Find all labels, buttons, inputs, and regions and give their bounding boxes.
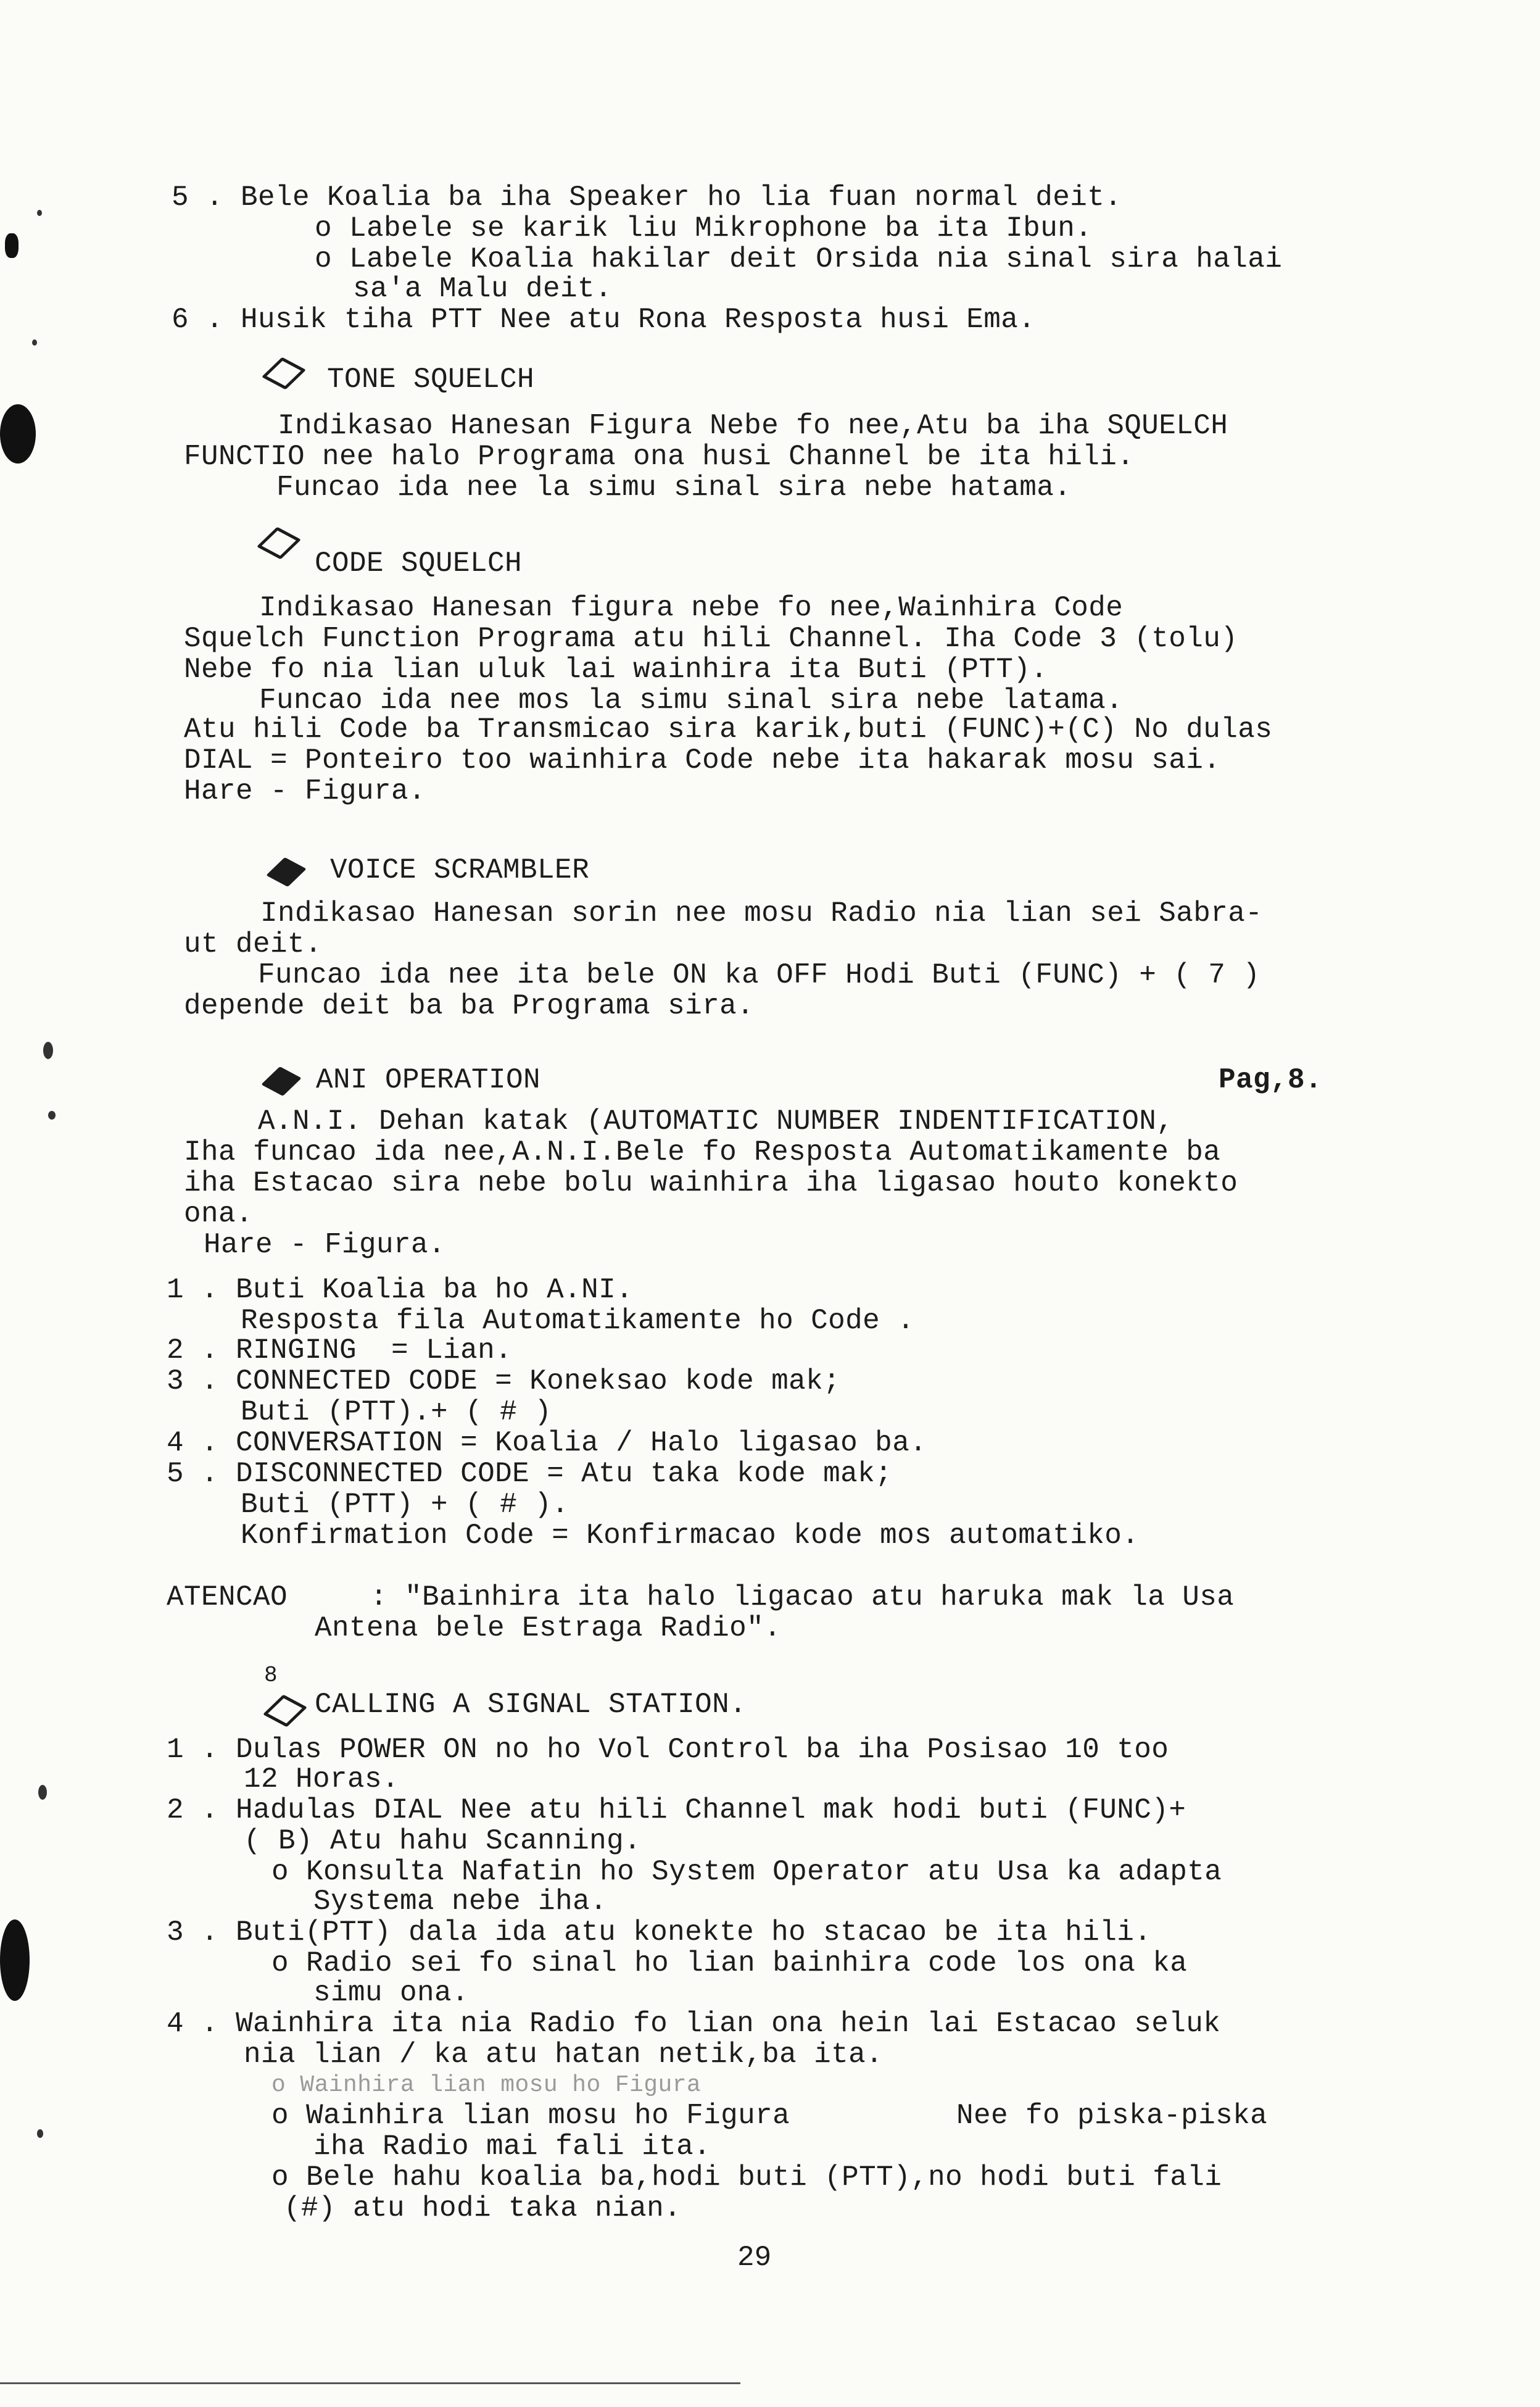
intro-bullet: o Labele Koalia hakilar deit Orsida nia sinal sira halai xyxy=(315,243,1283,275)
ani-step-5: 5 . DISCONNECTED CODE = Atu taka kode mak; xyxy=(167,1458,893,1490)
calling-step-3-bullet-cont: simu ona. xyxy=(313,1977,470,2009)
page-reference: Pag,8. xyxy=(1219,1064,1323,1096)
calling-step-2-cont: ( B) Atu hahu Scanning. xyxy=(244,1825,642,1857)
paragraph-line: Iha funcao ida nee,A.N.I.Bele fo Resposta Automatikamente ba xyxy=(184,1136,1221,1168)
section-title-voice-scrambler: VOICE SCRAMBLER xyxy=(330,854,590,886)
calling-mark: 8 xyxy=(264,1663,278,1688)
bottom-edge-line xyxy=(0,2382,740,2384)
calling-step-4-bullet-cont: iha Radio mai fali ita. xyxy=(313,2131,711,2163)
paragraph-line: Indikasao Hanesan Figura Nebe fo nee,Atu ba iha SQUELCH xyxy=(278,410,1228,442)
calling-step-3: 3 . Buti(PTT) dala ida atu konekte ho stacao be ita hili. xyxy=(167,1916,1152,1948)
ani-step-3-detail: Buti (PTT).+ ( # ) xyxy=(241,1396,552,1428)
paragraph-line: Squelch Function Programa atu hili Channel. Iha Code 3 (tolu) xyxy=(184,623,1238,655)
paragraph-line: ona. xyxy=(184,1198,254,1230)
binder-hole-lower xyxy=(0,1919,30,2001)
paragraph-line: Atu hili Code ba Transmicao sira karik,buti (FUNC)+(C) No dulas xyxy=(184,713,1273,746)
ani-step-4: 4 . CONVERSATION = Koalia / Halo ligasao ba. xyxy=(167,1427,927,1459)
ani-step-5-confirm: Konfirmation Code = Konfirmacao kode mos automatiko. xyxy=(241,1519,1140,1552)
paragraph-line: Hare - Figura. xyxy=(204,1229,446,1261)
section-title-tone-squelch: TONE SQUELCH xyxy=(327,364,535,396)
calling-icon xyxy=(263,1695,307,1727)
page-number: 29 xyxy=(737,2242,772,2274)
paragraph-line: Funcao ida nee ita bele ON ka OFF Hodi Buti (FUNC) + ( 7 ) xyxy=(258,959,1261,991)
calling-step-2-bullet-cont: Systema nebe iha. xyxy=(313,1885,608,1918)
speck xyxy=(37,2129,43,2138)
intro-bullet-cont: sa'a Malu deit. xyxy=(353,273,613,305)
ani-step-5-detail: Buti (PTT) + ( # ). xyxy=(241,1489,569,1521)
calling-step-3-bullet: o Radio sei fo sinal ho lian bainhira code los ona ka xyxy=(271,1947,1188,1979)
code-squelch-icon xyxy=(257,527,301,560)
paragraph-line: DIAL = Ponteiro too wainhira Code nebe ita hakarak mosu sai. xyxy=(184,744,1221,776)
section-title-calling: CALLING A SIGNAL STATION. xyxy=(315,1689,747,1721)
calling-step-4-bullet: o Wainhira lian mosu ho Figura xyxy=(271,2100,790,2132)
calling-step-4-faint-bullet: o Wainhira lian mosu ho Figura xyxy=(271,2072,702,2098)
ani-operation-icon xyxy=(261,1066,302,1096)
tone-squelch-icon xyxy=(262,357,306,390)
paragraph-line: A.N.I. Dehan katak (AUTOMATIC NUMBER INDENTIFICATION, xyxy=(258,1105,1174,1137)
paragraph-line: ut deit. xyxy=(184,928,323,960)
paragraph-line: Indikasao Hanesan sorin nee mosu Radio nia lian sei Sabra- xyxy=(260,897,1263,929)
atencao-text: : "Bainhira ita halo ligacao atu haruka mak la Usa xyxy=(370,1581,1235,1613)
binder-hole-upper xyxy=(0,404,36,464)
paragraph-line: Funcao ida nee mos la simu sinal sira nebe latama. xyxy=(259,684,1124,717)
paragraph-line: FUNCTIO nee halo Programa ona husi Channel be ita hili. xyxy=(184,441,1135,473)
paragraph-line: iha Estacao sira nebe bolu wainhira iha ligasao houto konekto xyxy=(184,1167,1238,1199)
atencao-text-cont: Antena bele Estraga Radio". xyxy=(315,1612,782,1644)
calling-step-4-bullet-note: Nee fo piska-piska xyxy=(956,2100,1268,2132)
calling-step-4-cont: nia lian / ka atu hatan netik,ba ita. xyxy=(244,2039,884,2071)
calling-step-2-bullet: o Konsulta Nafatin ho System Operator atu Usa ka adapta xyxy=(271,1856,1222,1888)
calling-step-4: 4 . Wainhira ita nia Radio fo lian ona hein lai Estacao seluk xyxy=(167,2008,1221,2040)
atencao-label: ATENCAO xyxy=(167,1581,288,1613)
calling-step-2: 2 . Hadulas DIAL Nee atu hili Channel mak hodi buti (FUNC)+ xyxy=(167,1794,1186,1826)
calling-step-4-bullet-cont: (#) atu hodi taka nian. xyxy=(284,2192,682,2224)
intro-item-6: 6 . Husik tiha PTT Nee atu Rona Resposta husi Ema. xyxy=(172,304,1036,336)
speck xyxy=(43,1042,53,1059)
speck xyxy=(32,339,37,346)
section-title-code-squelch: CODE SQUELCH xyxy=(315,547,523,580)
calling-step-1: 1 . Dulas POWER ON no ho Vol Control ba iha Posisao 10 too xyxy=(167,1734,1169,1766)
calling-step-1-cont: 12 Horas. xyxy=(244,1763,400,1795)
paragraph-line: depende deit ba ba Programa sira. xyxy=(184,990,755,1022)
paragraph-line: Funcao ida nee la simu sinal sira nebe hatama. xyxy=(276,472,1072,504)
calling-step-4-bullet: o Bele hahu koalia ba,hodi buti (PTT),no hodi buti fali xyxy=(271,2161,1222,2193)
paragraph-line: Indikasao Hanesan figura nebe fo nee,Wainhira Code xyxy=(259,592,1124,624)
speck xyxy=(37,210,42,216)
paragraph-line: Nebe fo nia lian uluk lai wainhira ita Buti (PTT). xyxy=(184,654,1048,686)
ani-step-3: 3 . CONNECTED CODE = Koneksao kode mak; xyxy=(167,1365,841,1397)
ani-step-1-detail: Resposta fila Automatikamente ho Code . xyxy=(241,1305,915,1337)
ani-step-2: 2 . RINGING = Lian. xyxy=(167,1334,513,1366)
speck xyxy=(48,1111,56,1120)
voice-scrambler-icon xyxy=(266,857,307,887)
intro-bullet: o Labele se karik liu Mikrophone ba ita Ibun. xyxy=(315,212,1093,244)
ani-step-1: 1 . Buti Koalia ba ho A.NI. xyxy=(167,1274,634,1306)
binder-hole-top xyxy=(5,233,19,258)
paragraph-line: Hare - Figura. xyxy=(184,775,426,807)
intro-item-5: 5 . Bele Koalia ba iha Speaker ho lia fuan normal deit. xyxy=(172,181,1122,214)
speck xyxy=(38,1785,47,1800)
section-title-ani-operation: ANI OPERATION xyxy=(316,1064,541,1096)
